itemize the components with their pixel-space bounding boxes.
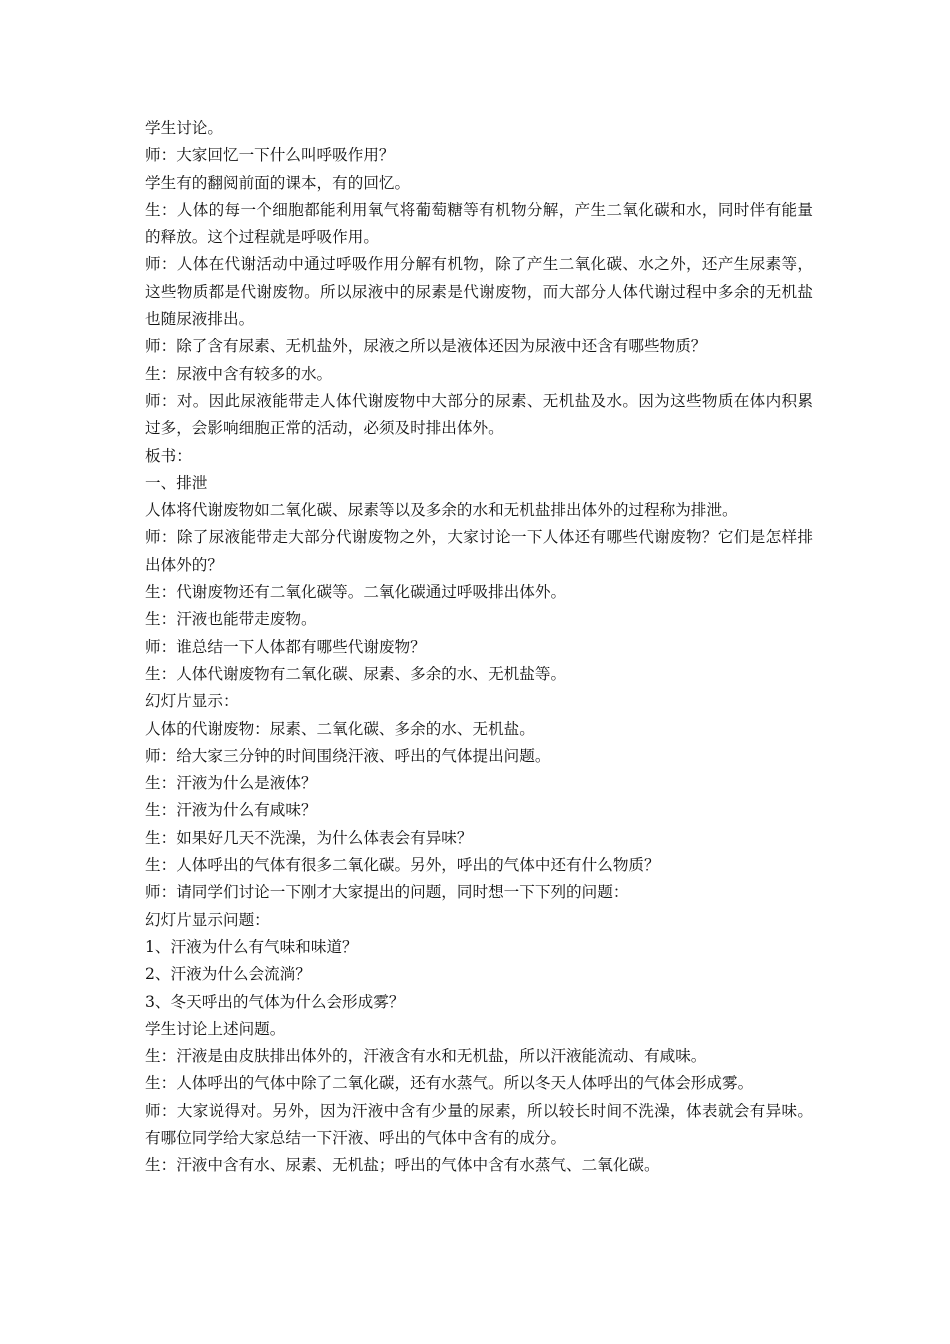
paragraph: 师：除了含有尿素、无机盐外，尿液之所以是液体还因为尿液中还含有哪些物质？ [145, 337, 707, 356]
paragraph: 生：人体呼出的气体中除了二氧化碳，还有水蒸气。所以冬天人体呼出的气体会形成雾。 [145, 1074, 754, 1093]
slide-label: 幻灯片显示问题： [145, 910, 270, 929]
paragraph: 人体的代谢废物：尿素、二氧化碳、多余的水、无机盐。 [145, 719, 535, 738]
definition-paragraph: 人体将代谢废物如二氧化碳、尿素等以及多余的水和无机盐排出体外的过程称为排泄。 [145, 501, 738, 520]
paragraph: 师：对。因此尿液能带走人体代谢废物中大部分的尿素、无机盐及水。因为这些物质在体内积累过多，会影响细胞正常的活动，必须及时排出体外。 [145, 391, 813, 438]
paragraph: 生：人体呼出的气体有很多二氧化碳。另外，呼出的气体中还有什么物质？ [145, 856, 660, 875]
paragraph: 生：代谢废物还有二氧化碳等。二氧化碳通过呼吸排出体外。 [145, 583, 567, 602]
paragraph: 生：汗液为什么是液体？ [145, 774, 317, 793]
paragraph: 生：汗液是由皮肤排出体外的，汗液含有水和无机盐，所以汗液能流动、有咸味。 [145, 1047, 707, 1066]
paragraph: 生：人体代谢废物有二氧化碳、尿素、多余的水、无机盐等。 [145, 664, 567, 683]
paragraph: 生：汗液为什么有咸味？ [145, 801, 317, 820]
paragraph: 师：请同学们讨论一下刚才大家提出的问题，同时想一下下列的问题： [145, 883, 629, 902]
paragraph: 生：汗液中含有水、尿素、无机盐；呼出的气体中含有水蒸气、二氧化碳。 [145, 1156, 660, 1175]
paragraph: 师：除了尿液能带走大部分代谢废物之外，大家讨论一下人体还有哪些代谢废物？它们是怎样排出体外的？ [145, 528, 813, 574]
paragraph: 生：汗液也能带走废物。 [145, 610, 317, 629]
paragraph: 生：如果好几天不洗澡，为什么体表会有异味？ [145, 828, 473, 847]
paragraph: 师：大家说得对。另外，因为汗液中含有少量的尿素，所以较长时间不洗澡，体表就会有异味。有哪位同学给大家总结一下汗液、呼出的气体中含有的成分。 [145, 1101, 813, 1147]
document-body [145, 115, 813, 1180]
question-item: 2、汗液为什么会流淌？ [145, 965, 311, 984]
paragraph: 师：谁总结一下人体都有哪些代谢废物？ [145, 637, 426, 656]
slide-label: 幻灯片显示： [145, 692, 239, 711]
paragraph: 生：人体的每一个细胞都能利用氧气将葡萄糖等有机物分解，产生二氧化碳和水，同时伴有能量的释放。这个过程就是呼吸作用。 [145, 200, 813, 247]
paragraph: 生：尿液中含有较多的水。 [145, 364, 333, 383]
paragraph: 师：大家回忆一下什么叫呼吸作用？ [145, 146, 395, 165]
question-item: 3、冬天呼出的气体为什么会形成雾？ [145, 992, 405, 1011]
paragraph: 师：给大家三分钟的时间围绕汗液、呼出的气体提出问题。 [145, 746, 551, 765]
paragraph: 学生讨论上述问题。 [145, 1019, 286, 1038]
section-label: 板书： [145, 446, 192, 465]
question-item: 1、汗液为什么有气味和味道？ [145, 937, 358, 956]
paragraph: 学生有的翻阅前面的课本，有的回忆。 [145, 173, 411, 192]
paragraph: 师：人体在代谢活动中通过呼吸作用分解有机物，除了产生二氧化碳、水之外，还产生尿素等，这些物质都是代谢废物。所以尿液中的尿素是代谢废物，而大部分人体代谢过程中多余的无机盐也随尿液排出。 [145, 255, 813, 329]
paragraph: 学生讨论。 [145, 119, 223, 137]
section-heading: 一、排泄 [145, 473, 208, 492]
